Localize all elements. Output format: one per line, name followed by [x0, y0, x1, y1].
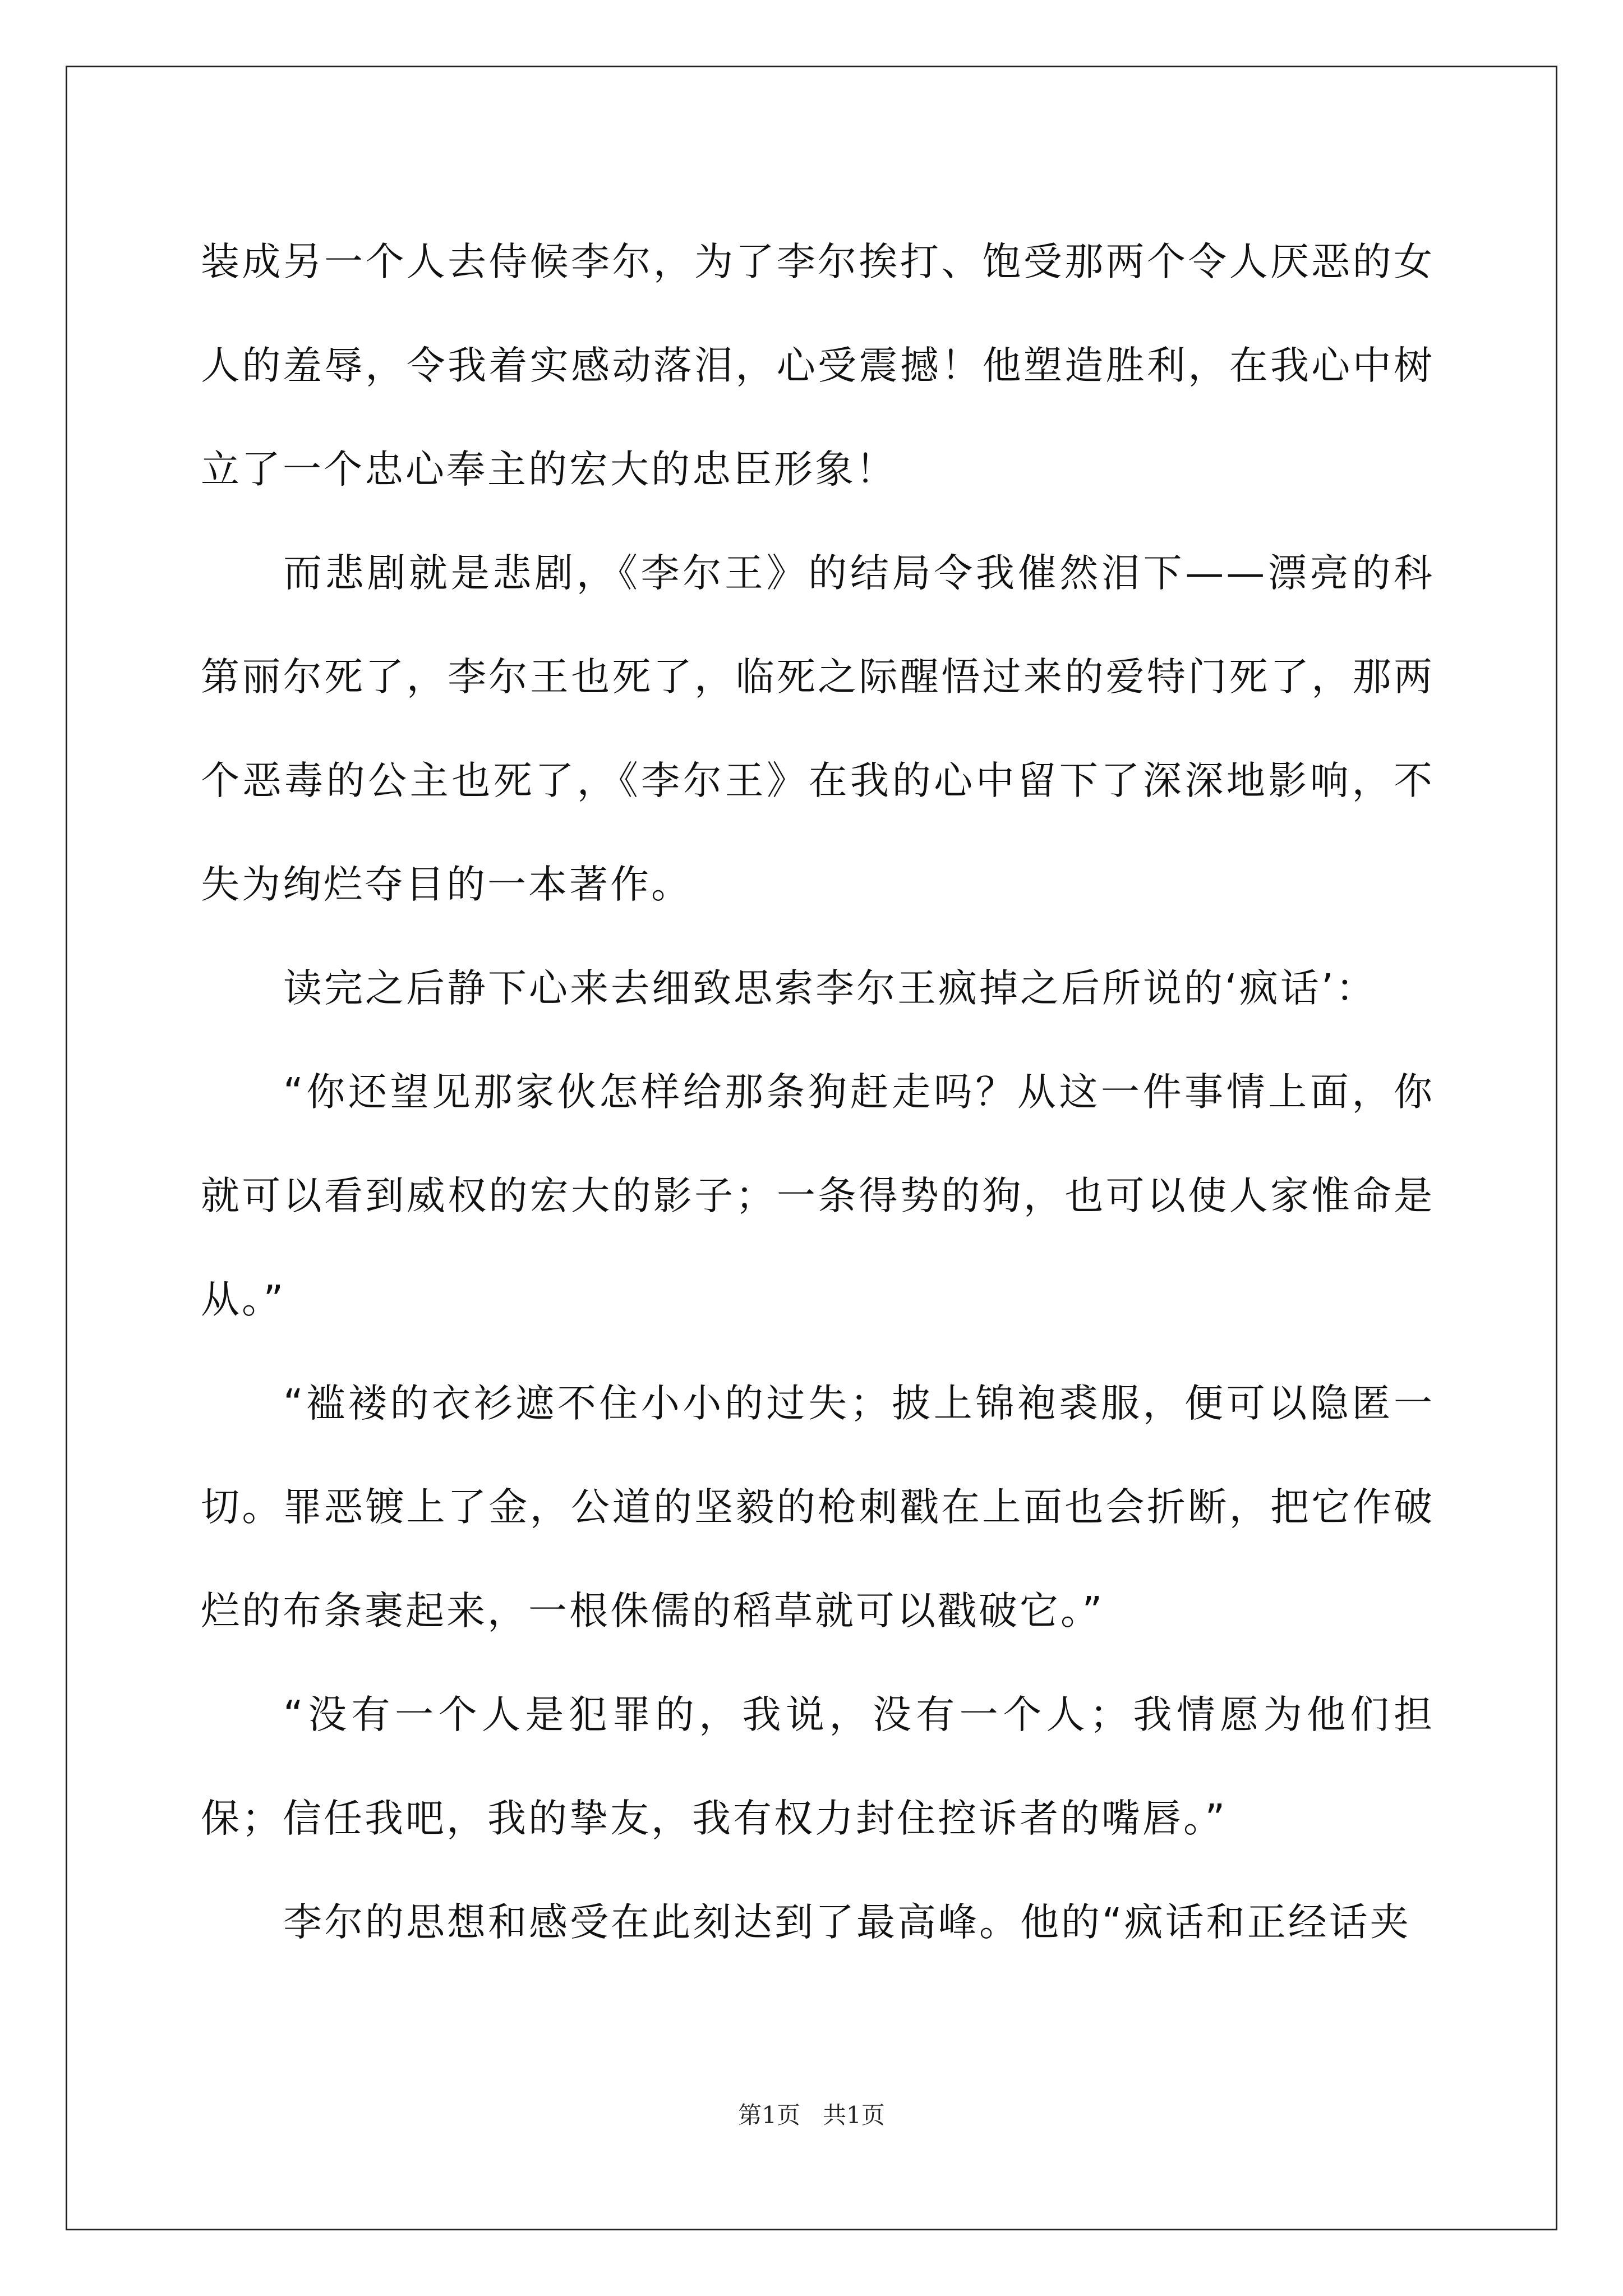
paragraph-1: 装成另一个人去侍候李尔，为了李尔挨打、饱受那两个令人厌恶的女人的羞辱，令我着实感动落泪，心受震撼！他塑造胜利，在我心中树立了一个忠心奉主的宏大的忠臣形象！ [201, 240, 1435, 492]
document-body [201, 210, 1435, 1975]
paragraph-4: “你还望见那家伙怎样给那条狗赶走吗？从这一件事情上面，你就可以看到威权的宏大的影子；一条得势的狗，也可以使人家惟命是从。” [201, 1070, 1435, 1322]
paragraph-7: 李尔的思想和感受在此刻达到了最高峰。他的“疯话和正经话夹 [283, 1900, 1411, 1945]
paragraph-6: “没有一个人是犯罪的，我说，没有一个人；我情愿为他们担保；信任我吧，我的挚友，我有权力封住控诉者的嘴唇。” [201, 1692, 1435, 1841]
paragraph-2: 而悲剧就是悲剧，《李尔王》的结局令我催然泪下——漂亮的科第丽尔死了，李尔王也死了，临死之际醒悟过来的爱特门死了，那两个恶毒的公主也死了，《李尔王》在我的心中留下了深深地影响，不失为绚烂夺目的一本著作。 [201, 551, 1435, 907]
paragraph-3: 读完之后静下心来去细致思索李尔王疯掉之后所说的‘疯话’： [283, 966, 1377, 1011]
page-number-footer: 第1页 共1页 [738, 2101, 885, 2129]
paragraph-5: “褴褛的衣衫遮不住小小的过失；披上锦袍裘服，便可以隐匿一切。罪恶镀上了金，公道的坚毅的枪刺戳在上面也会折断，把它作破烂的布条裹起来，一根侏儒的稻草就可以戳破它。” [201, 1381, 1435, 1634]
